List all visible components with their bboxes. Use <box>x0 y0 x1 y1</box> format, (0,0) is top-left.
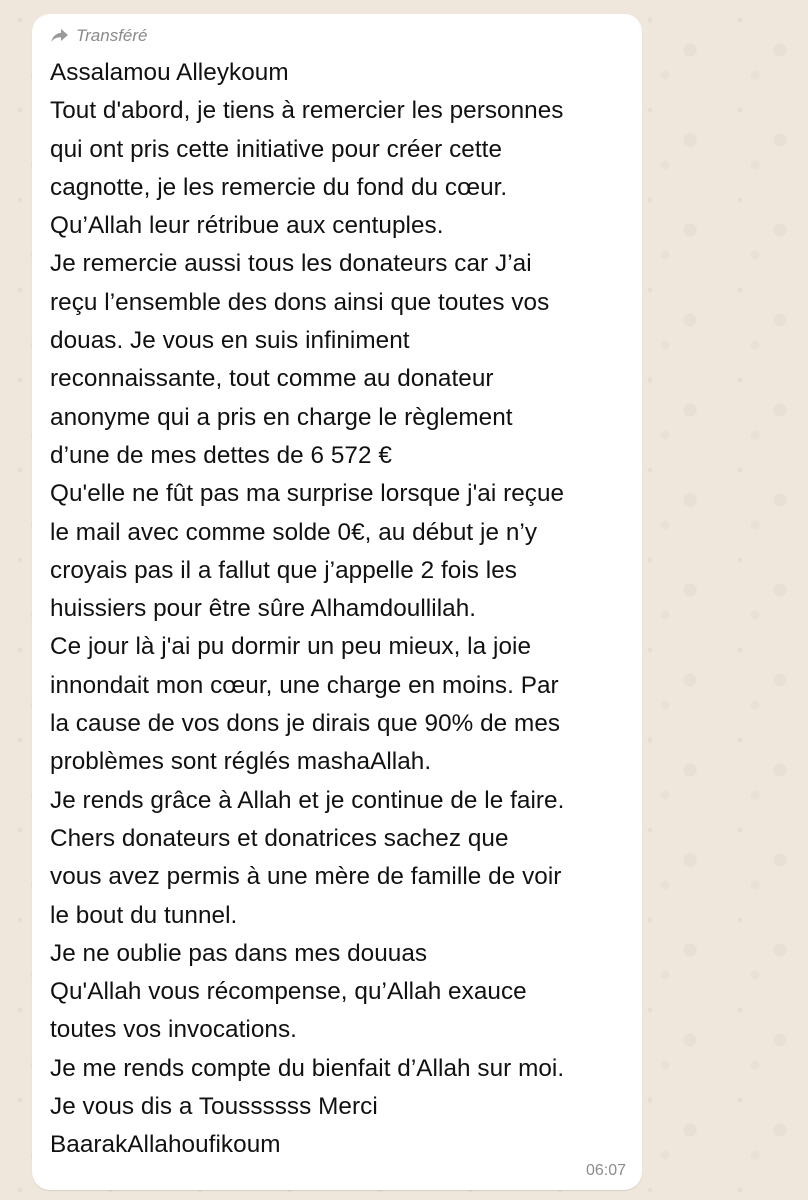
message-line: douas. Je vous en suis infiniment <box>50 327 410 355</box>
message-line: problèmes sont réglés mashaAllah. <box>50 748 432 776</box>
message-line: Qu'elle ne fût pas ma surprise lorsque j'ai reçue <box>50 480 565 508</box>
forwarded-label: Transféré <box>76 26 148 45</box>
message-line: Assalamou Alleykoum <box>50 59 289 86</box>
message-line: reçu l’ensemble des dons ainsi que toutes vos <box>50 288 550 316</box>
message-line: cagnotte, je les remercie du fond du cœur. <box>50 173 508 201</box>
message-line: Je vous dis a Toussssss Merci <box>50 1093 378 1121</box>
message-bubble[interactable] <box>32 14 642 1190</box>
forwarded-indicator <box>50 26 148 46</box>
message-text <box>50 54 640 1165</box>
message-line: Je me rends compte du bienfait d’Allah sur moi. <box>50 1054 565 1082</box>
message-line: toutes vos invocations. <box>50 1016 297 1044</box>
message-line: qui ont pris cette initiative pour créer cette <box>50 135 503 163</box>
message-line: Je rends grâce à Allah et je continue de le faire. <box>50 786 565 814</box>
message-line: anonyme qui a pris en charge le règlement <box>50 403 513 431</box>
message-line: Qu’Allah leur rétribue aux centuples. <box>50 212 444 240</box>
message-line: la cause de vos dons je dirais que 90% de mes <box>50 710 561 738</box>
message-line: reconnaissante, tout comme au donateur <box>50 365 494 393</box>
message-line: d’une de mes dettes de 6 572 € <box>50 441 392 469</box>
message-timestamp: 06:07 <box>585 1162 626 1179</box>
message-line: le mail avec comme solde 0€, au début je n’y <box>50 518 538 546</box>
message-line: innondait mon cœur, une charge en moins. Par <box>50 671 559 699</box>
message-line: huissiers pour être sûre Alhamdoullilah. <box>50 595 477 623</box>
message-line: Ce jour là j'ai pu dormir un peu mieux, la joie <box>50 633 532 661</box>
message-line: Je ne oublie pas dans mes douuas <box>50 939 428 967</box>
message-line: BaarakAllahoufikoum <box>50 1131 281 1159</box>
message-line: vous avez permis à une mère de famille de voir <box>50 863 562 891</box>
message-line: croyais pas il a fallut que j’appelle 2 fois les <box>50 556 517 584</box>
forward-arrow-icon <box>50 27 70 45</box>
message-line: le bout du tunnel. <box>50 901 238 929</box>
message-line: Qu'Allah vous récompense, qu’Allah exauce <box>50 978 527 1006</box>
message-line: Je remercie aussi tous les donateurs car J’ai <box>50 250 532 278</box>
message-line: Chers donateurs et donatrices sachez que <box>50 824 509 852</box>
message-line: Tout d'abord, je tiens à remercier les personnes <box>50 97 564 125</box>
